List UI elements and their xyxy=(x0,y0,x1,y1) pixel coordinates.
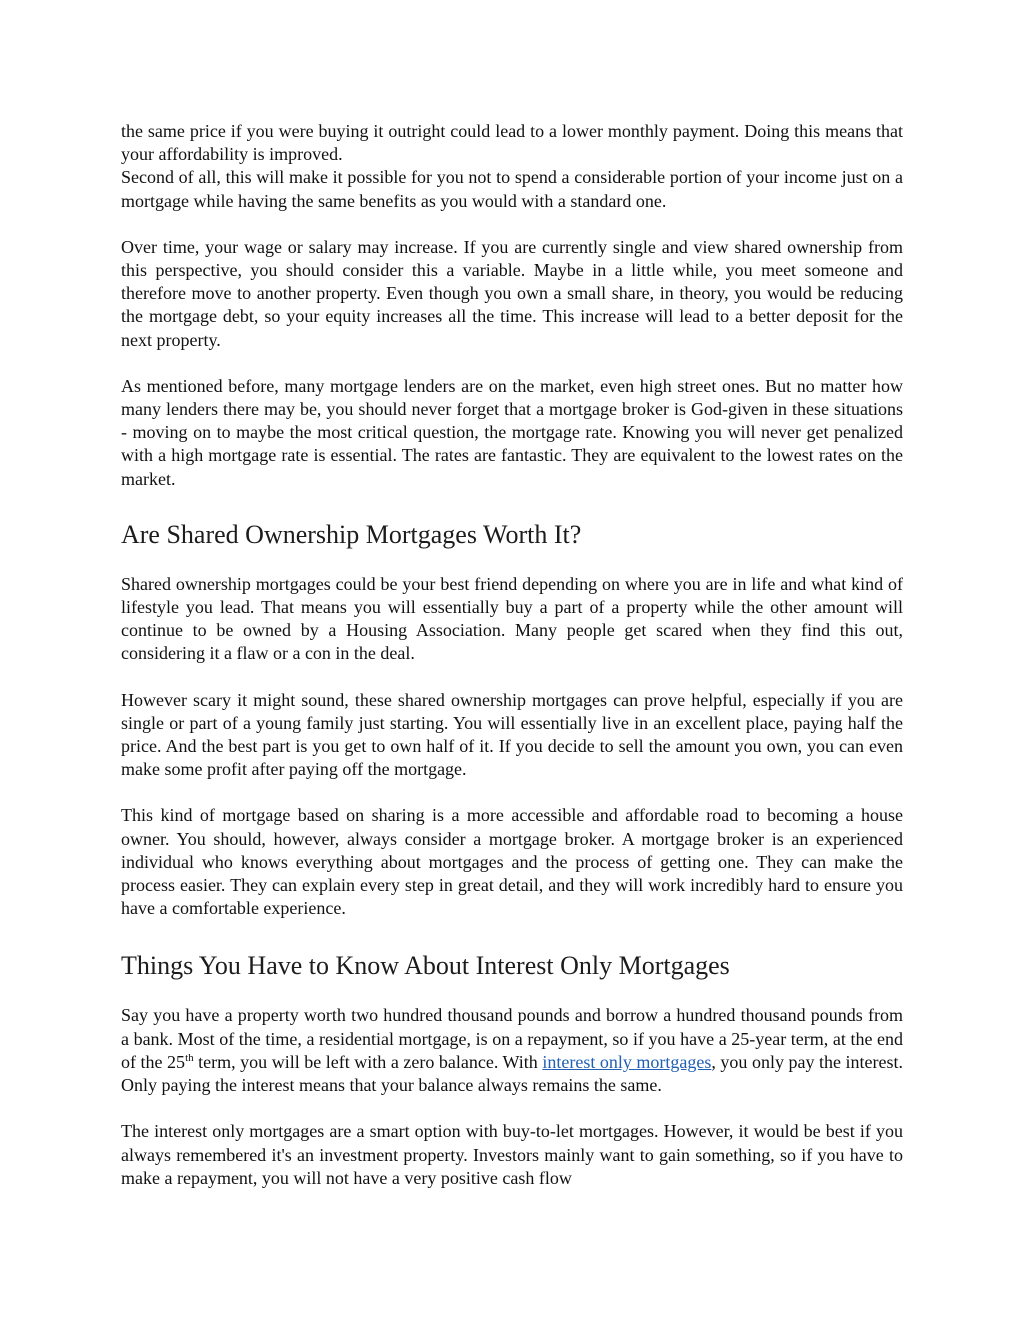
paragraph-wage-increase: Over time, your wage or salary may increase. If you are currently single and view shared ownership from this perspective, you should consider this a variable. Maybe in a little while, you meet someone and therefore move to another property. Even though you own a small share, in theory, you would be reducing the mortgage debt, so your equity increases all the time. This increase will lead to a better deposit for the next property. xyxy=(121,236,903,350)
paragraph-mortgage-lenders: As mentioned before, many mortgage lenders are on the market, even high street ones. But no matter how many lenders there may be, you should never forget that a mortgage broker is God-given in these situations - moving on to maybe the most critical question, the mortgage rate. Knowing you will never get penalized with a high mortgage rate is essential. The rates are fantastic. They are equivalent to the lowest rates on the market. xyxy=(121,375,903,489)
superscript-th: th xyxy=(185,1051,194,1064)
paragraph-affordability: the same price if you were buying it outright could lead to a lower monthly payment. Doing this means that your affordability is improved. xyxy=(121,121,903,165)
paragraph-text-part: , you only pay the interest. Only paying the interest means that your balance always remains the same. xyxy=(121,1051,904,1096)
document-page xyxy=(121,120,903,1190)
heading-interest-only-mortgages: Things You Have to Know About Interest Only Mortgages xyxy=(121,951,730,981)
paragraph-scary: However scary it might sound, these shared ownership mortgages can prove helpful, especially if you are single or part of a young family just starting. You will essentially live in an excellent place, paying half the price. And the best part is you get to own half of it. If you decide to sell the amount you own, you can even make some profit after paying off the mortgage. xyxy=(121,689,903,780)
paragraph-second-of-all: Second of all, this will make it possible for you not to spend a considerable portion of your income just on a mortgage while having the same benefits as you would with a standard one. xyxy=(121,167,903,211)
interest-only-mortgages-link[interactable]: interest only mortgages xyxy=(542,1051,712,1072)
paragraph-shared-ownership-best-friend: Shared ownership mortgages could be your best friend depending on where you are in life and what kind of lifestyle you lead. That means you will essentially buy a part of a property while the other amount will continue to be owned by a Housing Association. Many people get scared when they find this out, considering it a flaw or a con in the deal. xyxy=(121,573,903,664)
paragraph-sharing-road: This kind of mortgage based on sharing is a more accessible and affordable road to becoming a house owner. You should, however, always consider a mortgage broker. A mortgage broker is an experienced individual who knows everything about mortgages and the process of getting one. They can make the process easier. They can explain every step in great detail, and they will work incredibly hard to ensure you have a comfortable experience. xyxy=(121,805,903,919)
heading-shared-ownership-worth-it: Are Shared Ownership Mortgages Worth It? xyxy=(121,519,582,549)
paragraph-property-worth xyxy=(121,1004,903,1097)
paragraph-text-part: term, you will be left with a zero balance. With xyxy=(193,1051,543,1072)
paragraph-text-part: Say you have a property worth two hundred thousand pounds and borrow a hundred thousand pounds from a bank. Most of the time, a residential mortgage, is on a repayment, so if you have a 25-year term, at the end of the 25 xyxy=(121,1005,903,1072)
paragraph-buy-to-let: The interest only mortgages are a smart option with buy-to-let mortgages. However, it would be best if you always remembered it's an investment property. Investors mainly want to gain something, so if you have to make a repayment, you will not have a very positive cash flow xyxy=(121,1121,903,1188)
